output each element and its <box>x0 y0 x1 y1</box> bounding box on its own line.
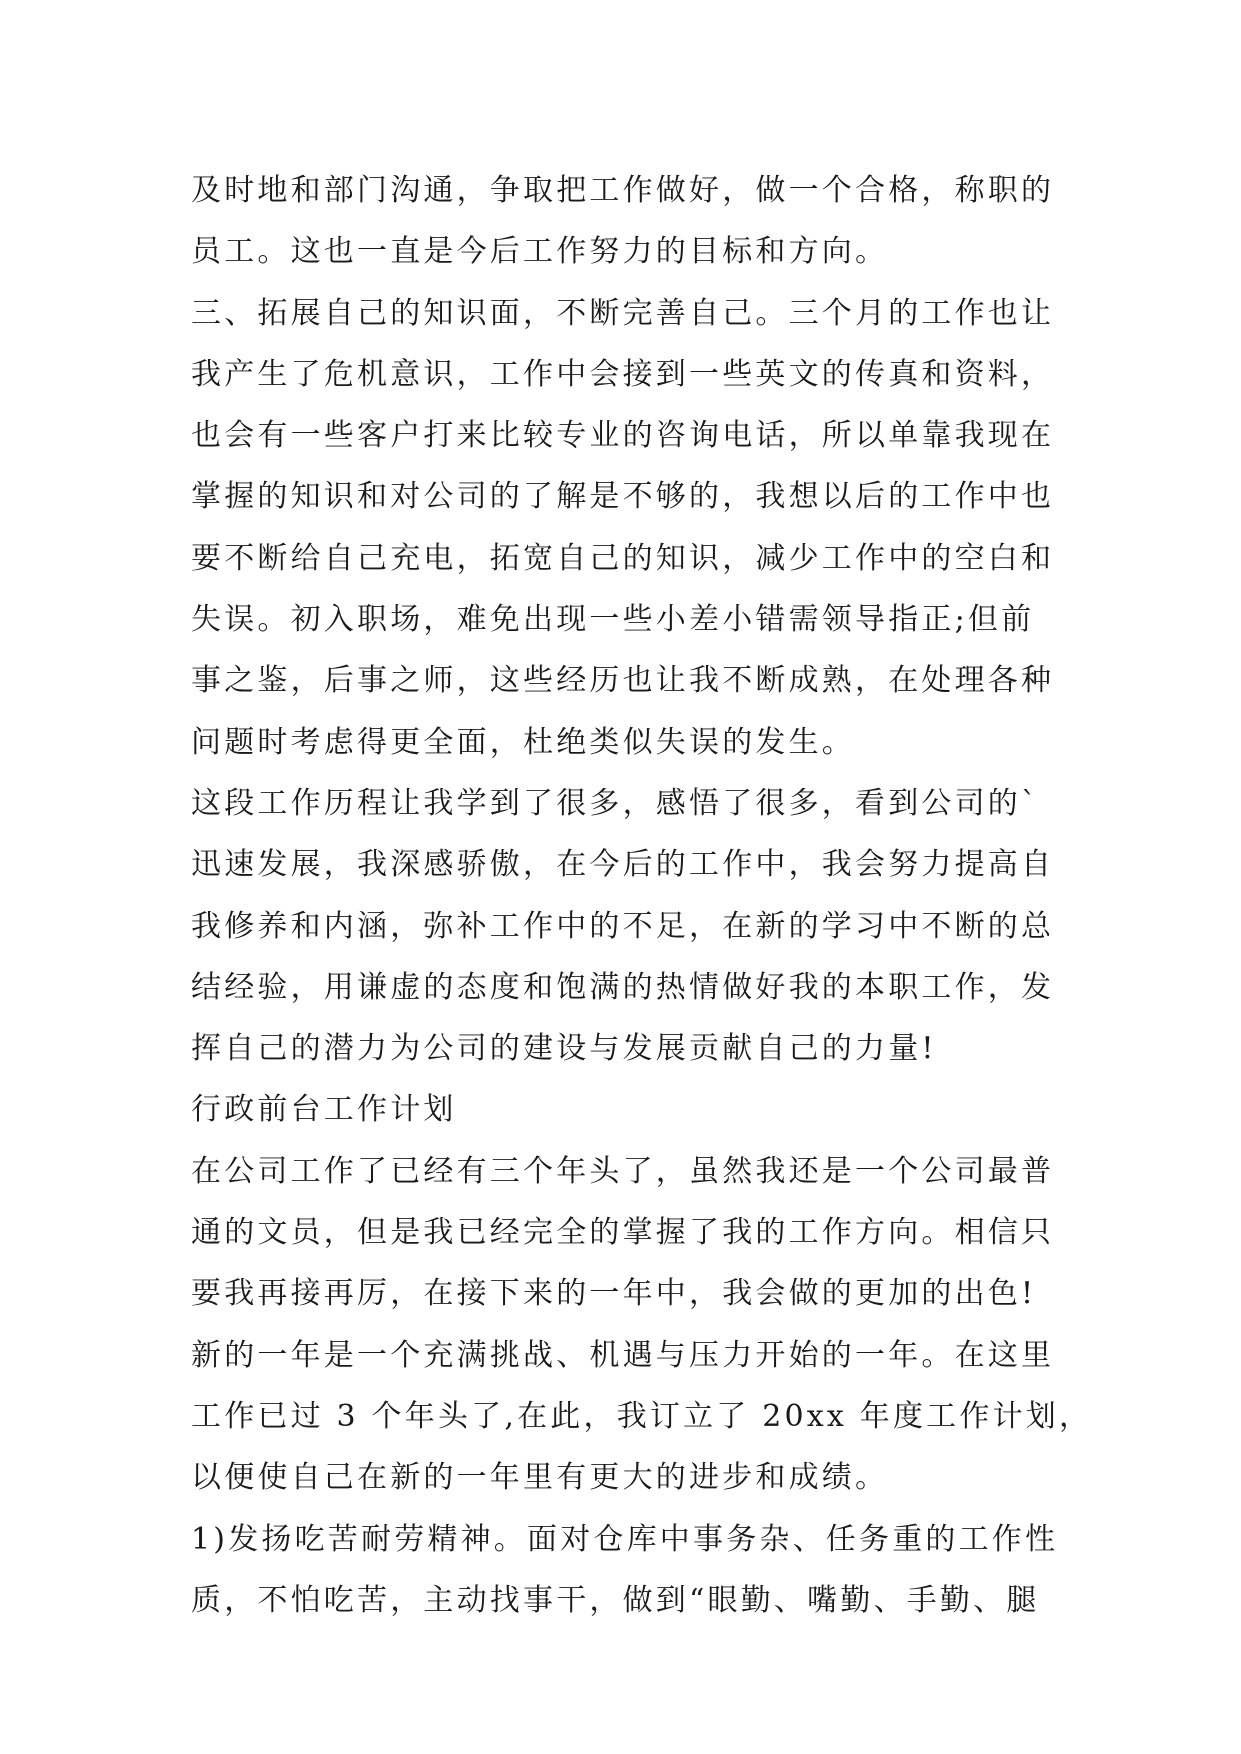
text-line: 要不断给自己充电，拓宽自己的知识，减少工作中的空白和 <box>191 540 1055 576</box>
text-line: 三、拓展自己的知识面，不断完善自己。三个月的工作也让 <box>191 295 1055 331</box>
text-line: 也会有一些客户打来比较专业的咨询电话，所以单靠我现在 <box>191 418 1055 454</box>
text-line: 工作已过 3 个年头了,在此，我订立了 20xx 年度工作计划， <box>191 1398 1093 1434</box>
text-line: 挥自己的潜力为公司的建设与发展贡献自己的力量! <box>191 1031 937 1067</box>
section-heading: 行政前台工作计划 <box>191 1092 457 1128</box>
text-line: 要我再接再厉，在接下来的一年中，我会做的更加的出色! <box>191 1276 1037 1312</box>
text-line: 员工。这也一直是今后工作努力的目标和方向。 <box>191 234 889 270</box>
text-line: 以便使自己在新的一年里有更大的进步和成绩。 <box>191 1460 889 1496</box>
text-line: 掌握的知识和对公司的了解是不够的，我想以后的工作中也 <box>191 479 1055 515</box>
text-line: 我修养和内涵，弥补工作中的不足，在新的学习中不断的总 <box>191 908 1055 944</box>
text-line: 事之鉴，后事之师，这些经历也让我不断成熟，在处理各种 <box>191 663 1055 699</box>
text-line: 新的一年是一个充满挑战、机遇与压力开始的一年。在这里 <box>191 1337 1055 1373</box>
text-line: 问题时考虑得更全面，杜绝类似失误的发生。 <box>191 724 855 760</box>
text-line: 失误。初入职场，难免出现一些小差小错需领导指正;但前 <box>191 602 1035 638</box>
text-line: 及时地和部门沟通，争取把工作做好，做一个合格，称职的 <box>191 173 1055 208</box>
text-line: 这段工作历程让我学到了很多，感悟了很多，看到公司的` <box>191 785 1040 821</box>
text-line: 结经验，用谦虚的态度和饱满的热情做好我的本职工作，发 <box>191 969 1055 1005</box>
text-line: 通的文员，但是我已经完全的掌握了我的工作方向。相信只 <box>191 1215 1055 1251</box>
text-line: 迅速发展，我深感骄傲，在今后的工作中，我会努力提高自 <box>191 847 1055 883</box>
text-line: 质，不怕吃苦，主动找事干，做到“眼勤、嘴勤、手勤、腿 <box>191 1582 1040 1618</box>
text-line: 我产生了危机意识，工作中会接到一些英文的传真和资料， <box>191 356 1055 392</box>
text-line: 1)发扬吃苦耐劳精神。面对仓库中事务杂、任务重的工作性 <box>191 1521 1059 1557</box>
document-body <box>191 160 1093 1631</box>
text-line: 在公司工作了已经有三个年头了，虽然我还是一个公司最普 <box>191 1153 1055 1189</box>
